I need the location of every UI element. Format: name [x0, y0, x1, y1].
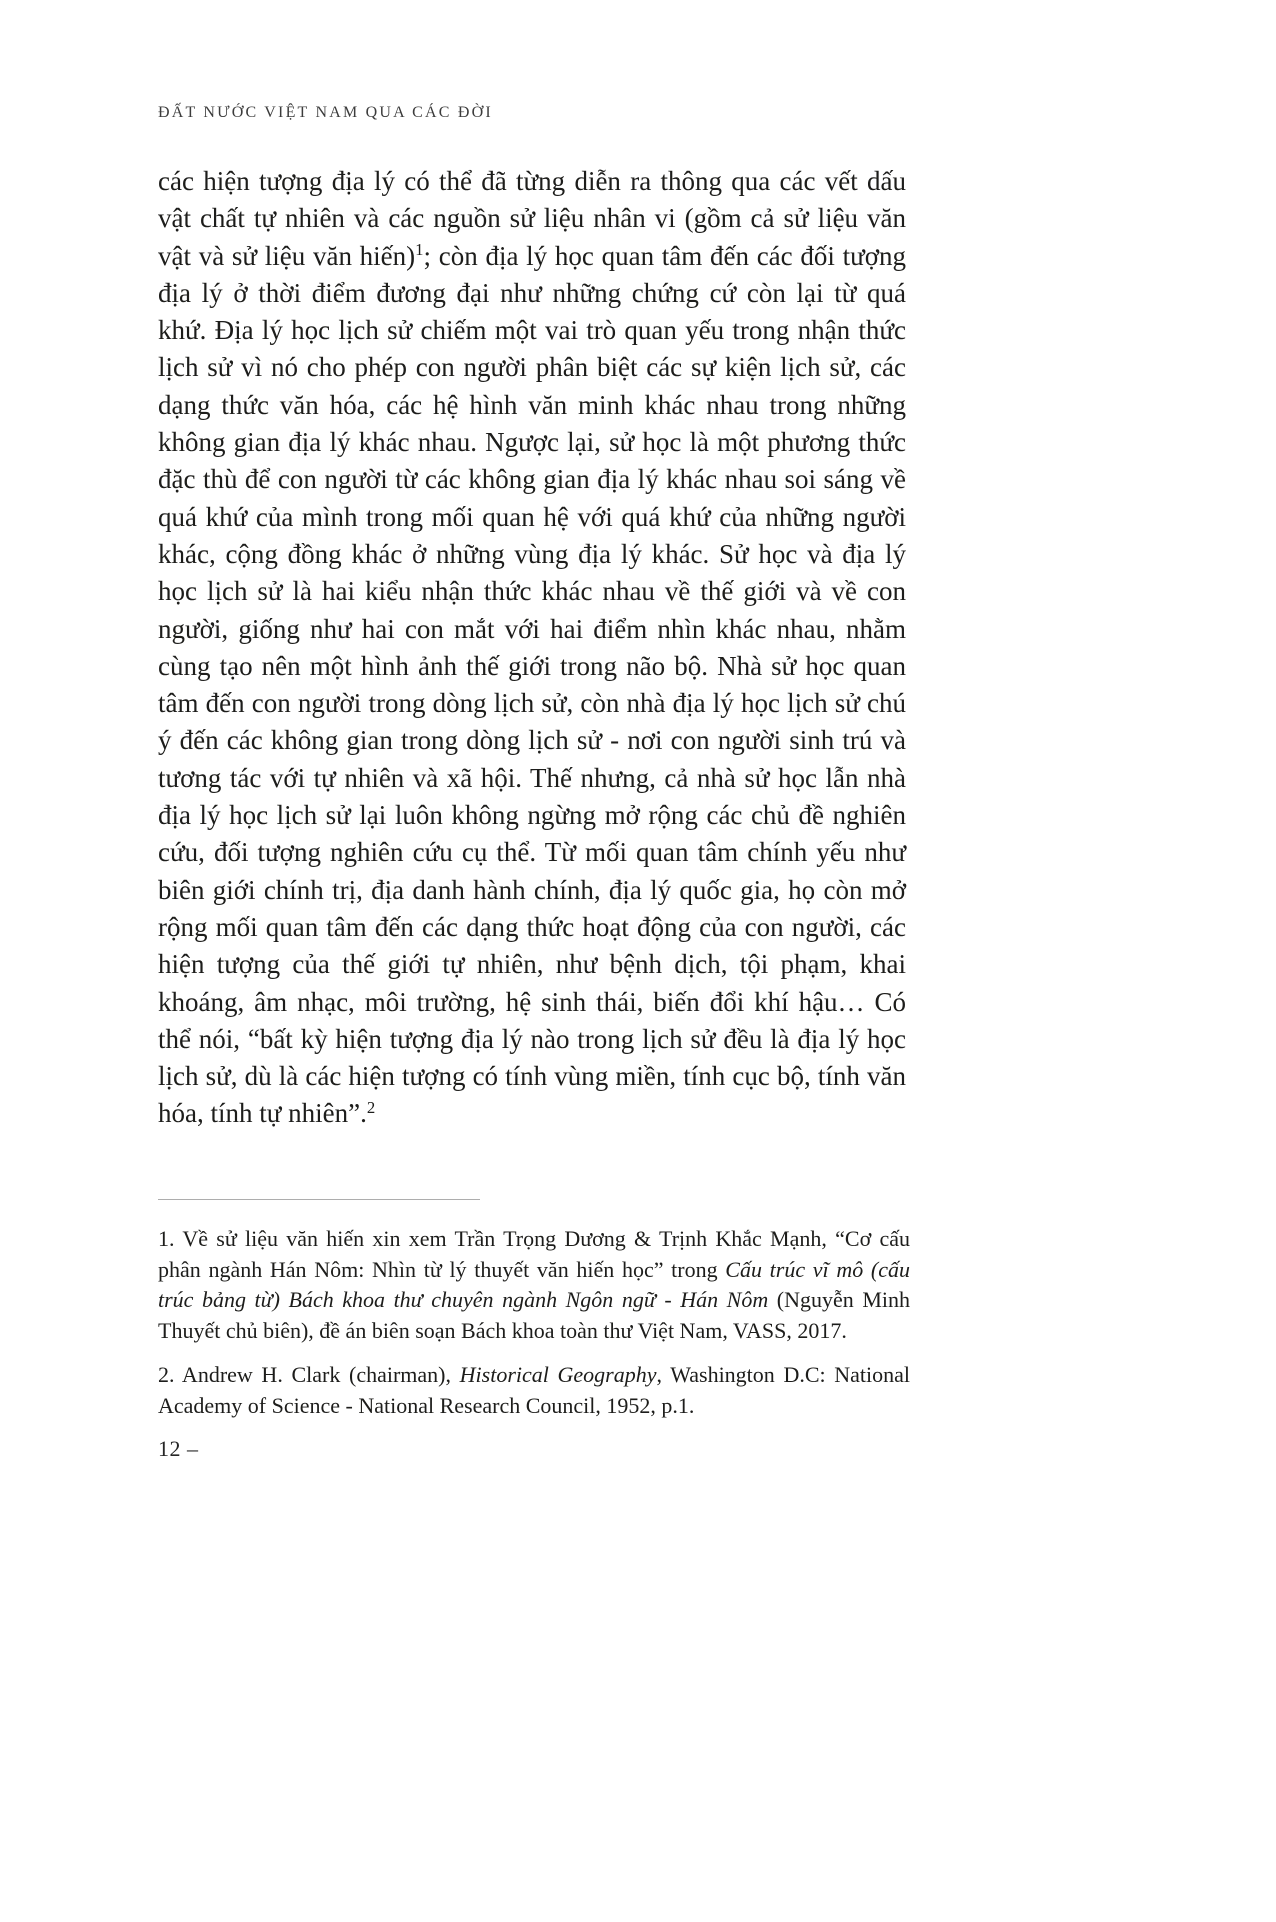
- footnote-reference: 1: [415, 240, 424, 260]
- italic-text-segment: Historical Geography: [459, 1362, 657, 1387]
- main-text-block: [158, 163, 906, 1133]
- italic-text-segment: Cấu trúc vĩ mô (cấu trúc bảng từ) Bách khoa thư chuyên ngành Ngôn ngữ - Hán Nôm: [158, 1256, 910, 1312]
- body-paragraph-text: [158, 163, 906, 1133]
- footnote-separator: [158, 1199, 480, 1200]
- text-segment: 2. Andrew H. Clark (chairman),: [158, 1362, 460, 1387]
- text-segment: các hiện tượng địa lý có thể đã từng diễn ra thông qua các vết dấu vật chất tự nhiên và các nguồn sử liệu nhân vi (gồm cả sử liệu văn vật và sử liệu văn hiến): [158, 166, 906, 271]
- text-segment: (Nguyễn Minh Thuyết chủ biên), đề án biên soạn Bách khoa toàn thư Việt Nam, VASS, 2017.: [158, 1287, 910, 1343]
- footnotes-list: [158, 1224, 910, 1421]
- footnote-item: [158, 1224, 910, 1346]
- running-header: ĐẤT NƯỚC VIỆT NAM QUA CÁC ĐỜI: [158, 104, 493, 121]
- text-segment: ; còn địa lý học quan tâm đến các đối tượng địa lý ở thời điểm đương đại như những chứng cứ còn lại từ quá khứ. Địa lý học lịch sử chiếm một vai trò quan yếu trong nhận thức lịch sử vì nó cho phép con người phân biệt các sự kiện lịch sử, các dạng thức văn hóa, các hệ hình văn minh khác nhau trong những không gian địa lý khác nhau. Ngược lại, sử học là một phương thức đặc thù để con người từ các không gian địa lý khác nhau soi sáng về quá khứ của mình trong mối quan hệ với quá khứ của những người khác, cộng đồng khác ở những vùng địa lý khác. Sử học và địa lý học lịch sử là hai kiểu nhận thức khác nhau về thế giới và về con người, giống như hai con mắt với hai điểm nhìn khác nhau, nhằm cùng tạo nên một hình ảnh thế giới trong não bộ. Nhà sử học quan tâm đến con người trong dòng lịch sử, còn nhà địa lý học lịch sử chú ý đến các không gian trong dòng lịch sử - nơi con người sinh trú và tương tác với tự nhiên và xã hội. Thế nhưng, cả nhà sử học lẫn nhà địa lý học lịch sử lại luôn không ngừng mở rộng các chủ đề nghiên cứu, đối tượng nghiên cứu cụ thể. Từ mối quan tâm chính yếu như biên giới chính trị, địa danh hành chính, địa lý quốc gia, họ còn mở rộng mối quan tâm đến các dạng thức hoạt động của con người, các hiện tượng của thế giới tự nhiên, như bệnh dịch, tội phạm, khai khoáng, âm nhạc, môi trường, hệ sinh thái, biến đổi khí hậu… Có thể nói, “bất kỳ hiện tượng địa lý nào trong lịch sử đều là địa lý học lịch sử, dù là các hiện tượng có tính vùng miền, tính cục bộ, tính văn hóa, tính tự nhiên”.: [158, 240, 906, 1129]
- footnote-item: [158, 1360, 910, 1421]
- footnote-reference: 2: [366, 1098, 376, 1118]
- text-segment: , Washington D.C: National Academy of Science - National Research Council, 1952, p.1.: [158, 1362, 911, 1418]
- page-number: 12 –: [158, 1436, 199, 1461]
- text-segment: 1. Về sử liệu văn hiến xin xem Trần Trọng Dương & Trịnh Khắc Mạnh, “Cơ cấu phân ngành Hán Nôm: Nhìn từ lý thuyết văn hiến học” trong: [158, 1226, 910, 1282]
